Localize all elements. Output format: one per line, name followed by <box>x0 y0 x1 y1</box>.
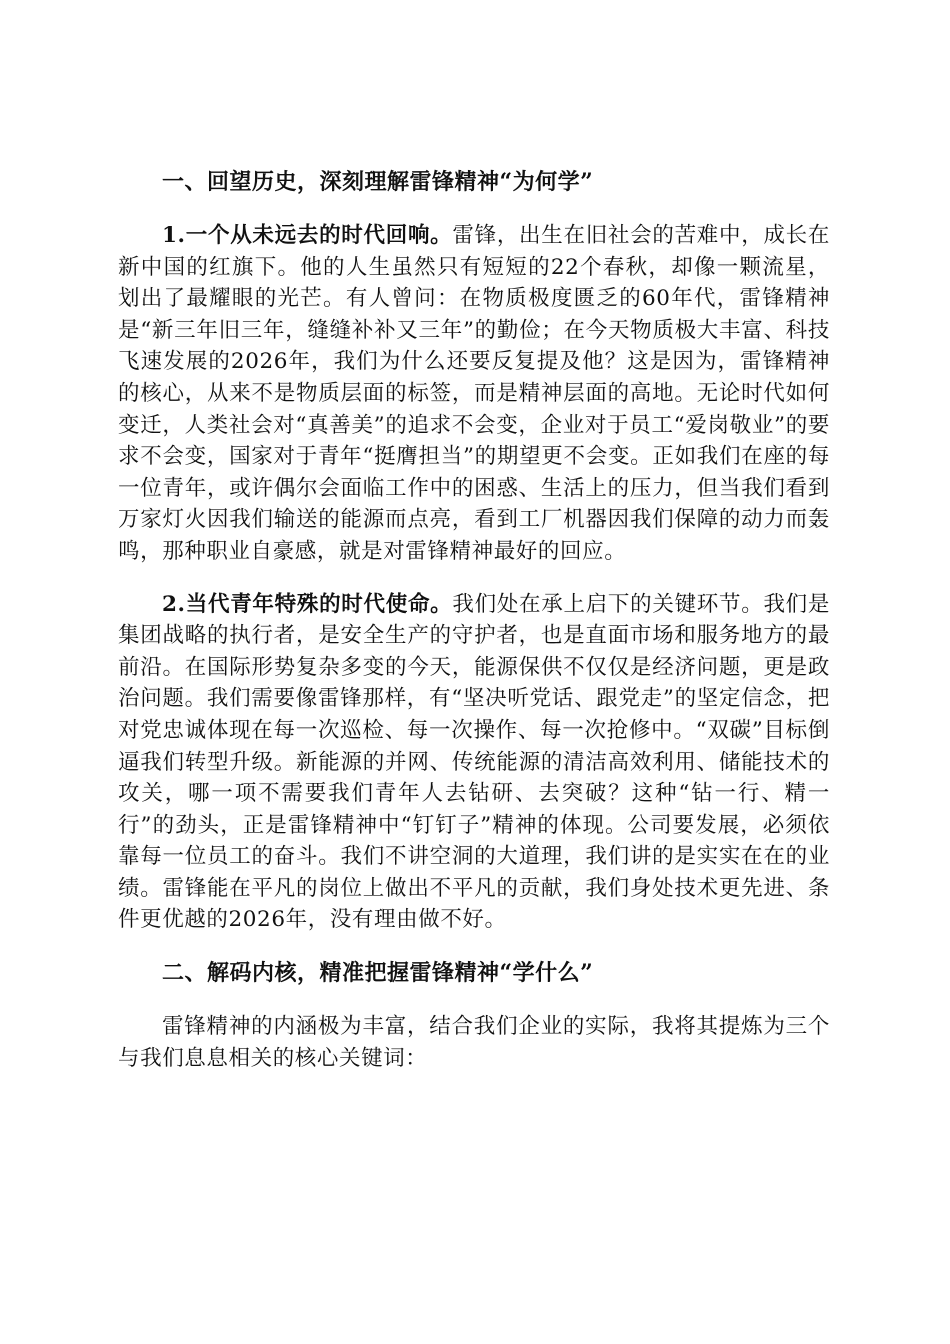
section-heading-2: 二、解码内核，精准把握雷锋精神“学什么” <box>162 960 594 987</box>
paragraph-1-text: 雷锋，出生在旧社会的苦难中，成长在新中国的红旗下。他的人生虽然只有短短的22个春秋，却像一颗流星，划出了最耀眼的光芒。有人曾问：在物质极度匮乏的60年代，雷锋精神是“新三年旧三年，缝缝补补又三年”的勤俭；在今天物质极大丰富、科技飞速发展的2026年，我们为什么还要反复提及他？这是因为，雷锋精神的核心，从来不是物质层面的标签，而是精神层面的高地。无论时代如何变迁，人类社会对“真善美”的追求不会变，企业对于员工“爱岗敬业”的要求不会变，国家对于青年“挺膺担当”的期望更不会变。正如我们在座的每一位青年，或许偶尔会面临工作中的困惑、生活上的压力，但当我们看到万家灯火因我们输送的能源而点亮，看到工厂机器因我们保障的动力而轰鸣，那种职业自豪感，就是对雷锋精神最好的回应。 <box>118 223 830 564</box>
document-page <box>118 166 830 1095</box>
paragraph-2-text: 我们处在承上启下的关键环节。我们是集团战略的执行者，是安全生产的守护者，也是直面市场和服务地方的最前沿。在国际形势复杂多变的今天，能源保供不仅仅是经济问题，更是政治问题。我们需要像雷锋那样，有“坚决听党话、跟党走”的坚定信念，把对党忠诚体现在每一次巡检、每一次操作、每一次抢修中。“双碳”目标倒逼我们转型升级。新能源的并网、传统能源的清洁高效利用、储能技术的攻关，哪一项不需要我们青年人去钻研、去突破？这种“钻一行、精一行”的劲头，正是雷锋精神中“钉钉子”精神的体现。公司要发展，必须依靠每一位员工的奋斗。我们不讲空洞的大道理，我们讲的是实实在在的业绩。雷锋能在平凡的岗位上做出不平凡的贡献，我们身处技术更先进、条件更优越的2026年，没有理由做不好。 <box>118 591 830 933</box>
paragraph-3-text: 雷锋精神的内涵极为丰富，结合我们企业的实际，我将其提炼为三个与我们息息相关的核心关键词： <box>118 1014 830 1071</box>
paragraph-2-lead: 2.当代青年特殊的时代使命。 <box>162 591 453 617</box>
section-heading-1: 一、回望历史，深刻理解雷锋精神“为何学” <box>162 169 594 195</box>
paragraph-1-lead: 1.一个从未远去的时代回响。 <box>162 223 453 248</box>
paragraph-1 <box>118 220 830 568</box>
paragraph-2 <box>118 589 830 937</box>
paragraph-3 <box>118 1011 830 1074</box>
